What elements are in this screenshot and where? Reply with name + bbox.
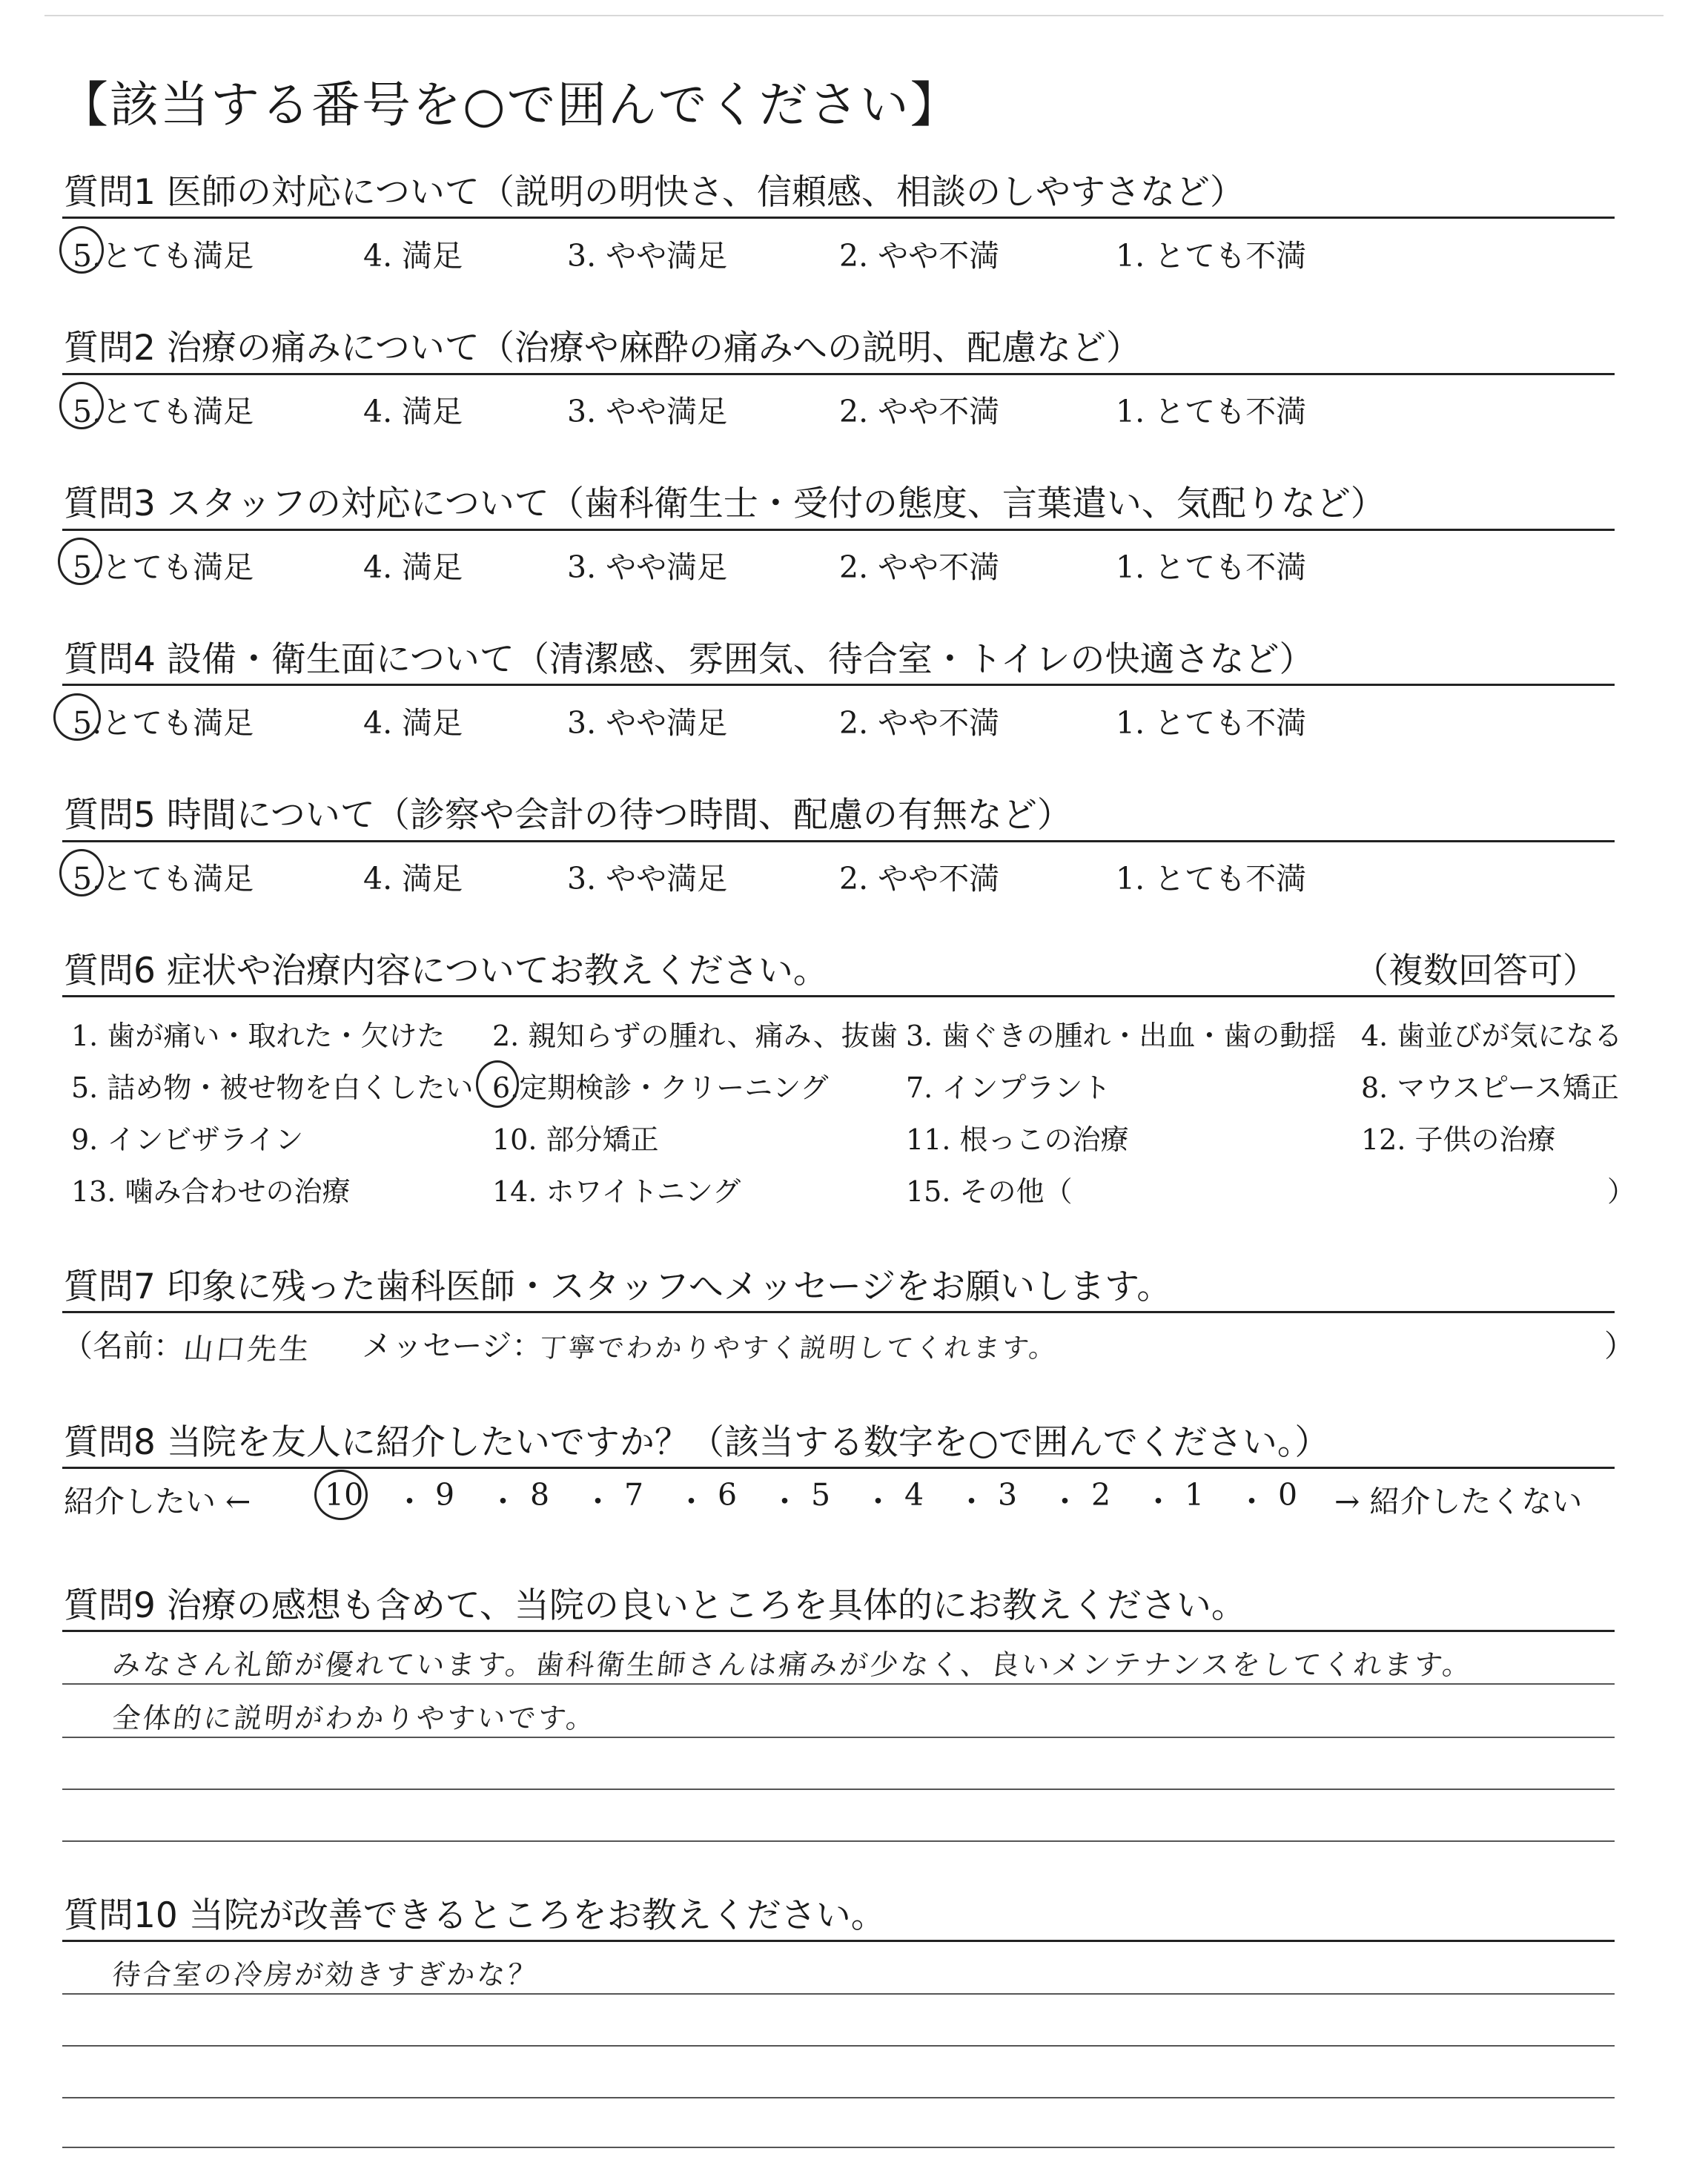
question-5-heading: 質問5 時間について（診察や会計の待つ時間、配慮の有無など） [64,795,1072,836]
q8-dot: ・ [863,1484,893,1519]
q5-option-3[interactable]: 3. やや満足 [567,861,728,896]
question-9-heading: 質問9 治療の感想も含めて、当院の良いところを具体的にお教えください。 [64,1585,1246,1626]
q8-dot: ・ [1050,1484,1080,1519]
q3-selection-circle [58,538,102,585]
q9-answer-rule [62,1840,1615,1842]
q9-answer-rule [62,1683,1615,1685]
page-title: 【該当する番号を○で囲んでください】 [59,76,961,133]
q1-option-2[interactable]: 2. やや不満 [839,238,1000,274]
q8-selection-circle [314,1470,368,1520]
question-3-heading: 質問3 スタッフの対応について（歯科衛生士・受付の態度、言葉遣い、気配りなど） [64,483,1386,524]
q10-answer-line-1[interactable]: 待合室の冷房が効きすぎかな？ [110,1958,540,1991]
q2-option-1[interactable]: 1. とても不満 [1116,394,1307,429]
q7-message-label: メッセージ： [362,1328,543,1364]
question-6-multi-note: （複数回答可） [1354,951,1598,991]
q5-option-4[interactable]: 4. 満足 [363,861,463,896]
question-7-rule [62,1311,1615,1313]
q9-answer-line-1[interactable]: みなさん礼節が優れています。歯科衛生師さんは痛みが少なく、良いメンテナンスをしてくれます。 [110,1648,1475,1681]
q6-choice-1[interactable]: 1. 歯が痛い・取れた・欠けた [71,1020,446,1052]
q3-option-1[interactable]: 1. とても不満 [1116,549,1307,585]
q4-option-1[interactable]: 1. とても不満 [1116,705,1307,741]
q3-option-5[interactable]: 5.とても満足 [73,549,254,585]
q10-answer-rule [62,2147,1615,2148]
q8-scale-1[interactable]: 1 [1185,1477,1205,1513]
q6-choice-13[interactable]: 13. 噛み合わせの治療 [71,1175,351,1208]
q8-dot: ・ [394,1484,425,1519]
q8-left-label: 紹介したい ← [64,1484,251,1519]
q4-option-4[interactable]: 4. 満足 [363,705,463,741]
question-5-rule [62,840,1615,842]
q5-selection-circle [59,849,104,896]
question-4-rule [62,684,1615,686]
page-top-border [44,15,1664,16]
q8-scale-2[interactable]: 2 [1091,1477,1111,1513]
q8-dot: ・ [676,1484,706,1519]
question-10-heading: 質問10 当院が改善できるところをお教えください。 [64,1895,886,1936]
q8-dot: ・ [488,1484,518,1519]
q5-option-5[interactable]: 5.とても満足 [73,861,254,896]
q5-option-2[interactable]: 2. やや不満 [839,861,1000,896]
question-8-heading: 質問8 当院を友人に紹介したいですか？（該当する数字を○で囲んでください。） [64,1422,1330,1463]
q3-option-2[interactable]: 2. やや不満 [839,549,1000,585]
q4-option-3[interactable]: 3. やや満足 [567,705,728,741]
q5-option-1[interactable]: 1. とても不満 [1116,861,1307,896]
q2-option-2[interactable]: 2. やや不満 [839,394,1000,429]
q7-close-paren: ） [1604,1328,1635,1364]
q10-answer-rule [62,2045,1615,2047]
q8-dot: ・ [956,1484,987,1519]
question-2-rule [62,373,1615,375]
q6-selection-circle [476,1060,519,1108]
q8-scale-10[interactable]: 10 [325,1477,364,1513]
question-1-rule [62,217,1615,219]
q6-choice-12[interactable]: 12. 子供の治療 [1361,1123,1556,1156]
q6-choice-11[interactable]: 11. 根っこの治療 [906,1123,1129,1156]
q8-scale-9[interactable]: 9 [435,1477,455,1513]
q8-dot: ・ [583,1484,613,1519]
q9-answer-line-2[interactable]: 全体的に説明がわかりやすいです。 [110,1702,598,1734]
q3-option-3[interactable]: 3. やや満足 [567,549,728,585]
q9-answer-rule [62,1789,1615,1790]
question-1-heading: 質問1 医師の対応について（説明の明快さ、信頼感、相談のしやすさなど） [64,172,1245,213]
q8-scale-3[interactable]: 3 [998,1477,1018,1513]
q2-selection-circle [59,382,104,429]
q6-choice-4[interactable]: 4. 歯並びが気になる [1361,1020,1623,1052]
q4-option-5[interactable]: 5.とても満足 [73,705,254,741]
q8-scale-8[interactable]: 8 [530,1477,550,1513]
question-2-heading: 質問2 治療の痛みについて（治療や麻酔の痛みへの説明、配慮など） [64,328,1141,369]
q3-option-4[interactable]: 4. 満足 [363,549,463,585]
question-8-rule [62,1467,1615,1469]
q8-dot: ・ [1143,1484,1174,1519]
question-6-rule [62,995,1615,997]
q6-choice-15[interactable]: 15. その他（ [906,1175,1073,1208]
q8-scale-6[interactable]: 6 [718,1477,738,1513]
q7-name-value[interactable]: 山口先生 [182,1332,314,1367]
q7-message-value[interactable]: 丁寧でわかりやすく説明してくれます。 [537,1333,1059,1364]
q6-choice-10[interactable]: 10. 部分矯正 [492,1123,659,1156]
q6-choice-14[interactable]: 14. ホワイトニング [492,1175,741,1208]
q6-choice-6[interactable]: 6.定期検診・クリーニング [492,1071,829,1104]
question-3-rule [62,529,1615,531]
q4-selection-circle [53,693,101,741]
q6-choice-5[interactable]: 5. 詰め物・被せ物を白くしたい [71,1071,474,1104]
q6-choice-3[interactable]: 3. 歯ぐきの腫れ・出血・歯の動揺 [906,1020,1337,1052]
q6-choice-7[interactable]: 7. インプラント [906,1071,1111,1104]
q8-scale-5[interactable]: 5 [811,1477,831,1513]
q1-option-3[interactable]: 3. やや満足 [567,238,728,274]
q2-option-4[interactable]: 4. 満足 [363,394,463,429]
question-4-heading: 質問4 設備・衛生面について（清潔感、雰囲気、待合室・トイレの快適さなど） [64,639,1314,680]
q8-scale-0[interactable]: 0 [1278,1477,1298,1513]
q2-option-5[interactable]: 5.とても満足 [73,394,254,429]
q8-scale-4[interactable]: 4 [904,1477,924,1513]
q1-option-4[interactable]: 4. 満足 [363,238,463,274]
q10-answer-rule [62,2097,1615,2098]
q7-name-label: （名前： [62,1328,184,1364]
question-9-rule [62,1630,1615,1632]
question-7-heading: 質問7 印象に残った歯科医師・スタッフへメッセージをお願いします。 [64,1266,1172,1307]
q8-right-label: → 紹介したくない [1334,1484,1583,1519]
q6-other-close-paren: ） [1607,1175,1636,1208]
q1-option-1[interactable]: 1. とても不満 [1116,238,1307,274]
q8-dot: ・ [769,1484,800,1519]
q1-option-5[interactable]: 5.とても満足 [73,238,254,274]
question-10-rule [62,1940,1615,1942]
q1-selection-circle [59,226,104,274]
q6-choice-2[interactable]: 2. 親知らずの腫れ、痛み、抜歯 [492,1020,898,1052]
question-6-heading: 質問6 症状や治療内容についてお教えください。 [64,951,828,991]
q8-dot: ・ [1237,1484,1267,1519]
q9-answer-rule [62,1737,1615,1738]
q10-answer-rule [62,1993,1615,1995]
q6-choice-9[interactable]: 9. インビザライン [71,1123,304,1156]
q8-scale-7[interactable]: 7 [624,1477,644,1513]
q4-option-2[interactable]: 2. やや不満 [839,705,1000,741]
q2-option-3[interactable]: 3. やや満足 [567,394,728,429]
q6-choice-8[interactable]: 8. マウスピース矯正 [1361,1071,1619,1104]
